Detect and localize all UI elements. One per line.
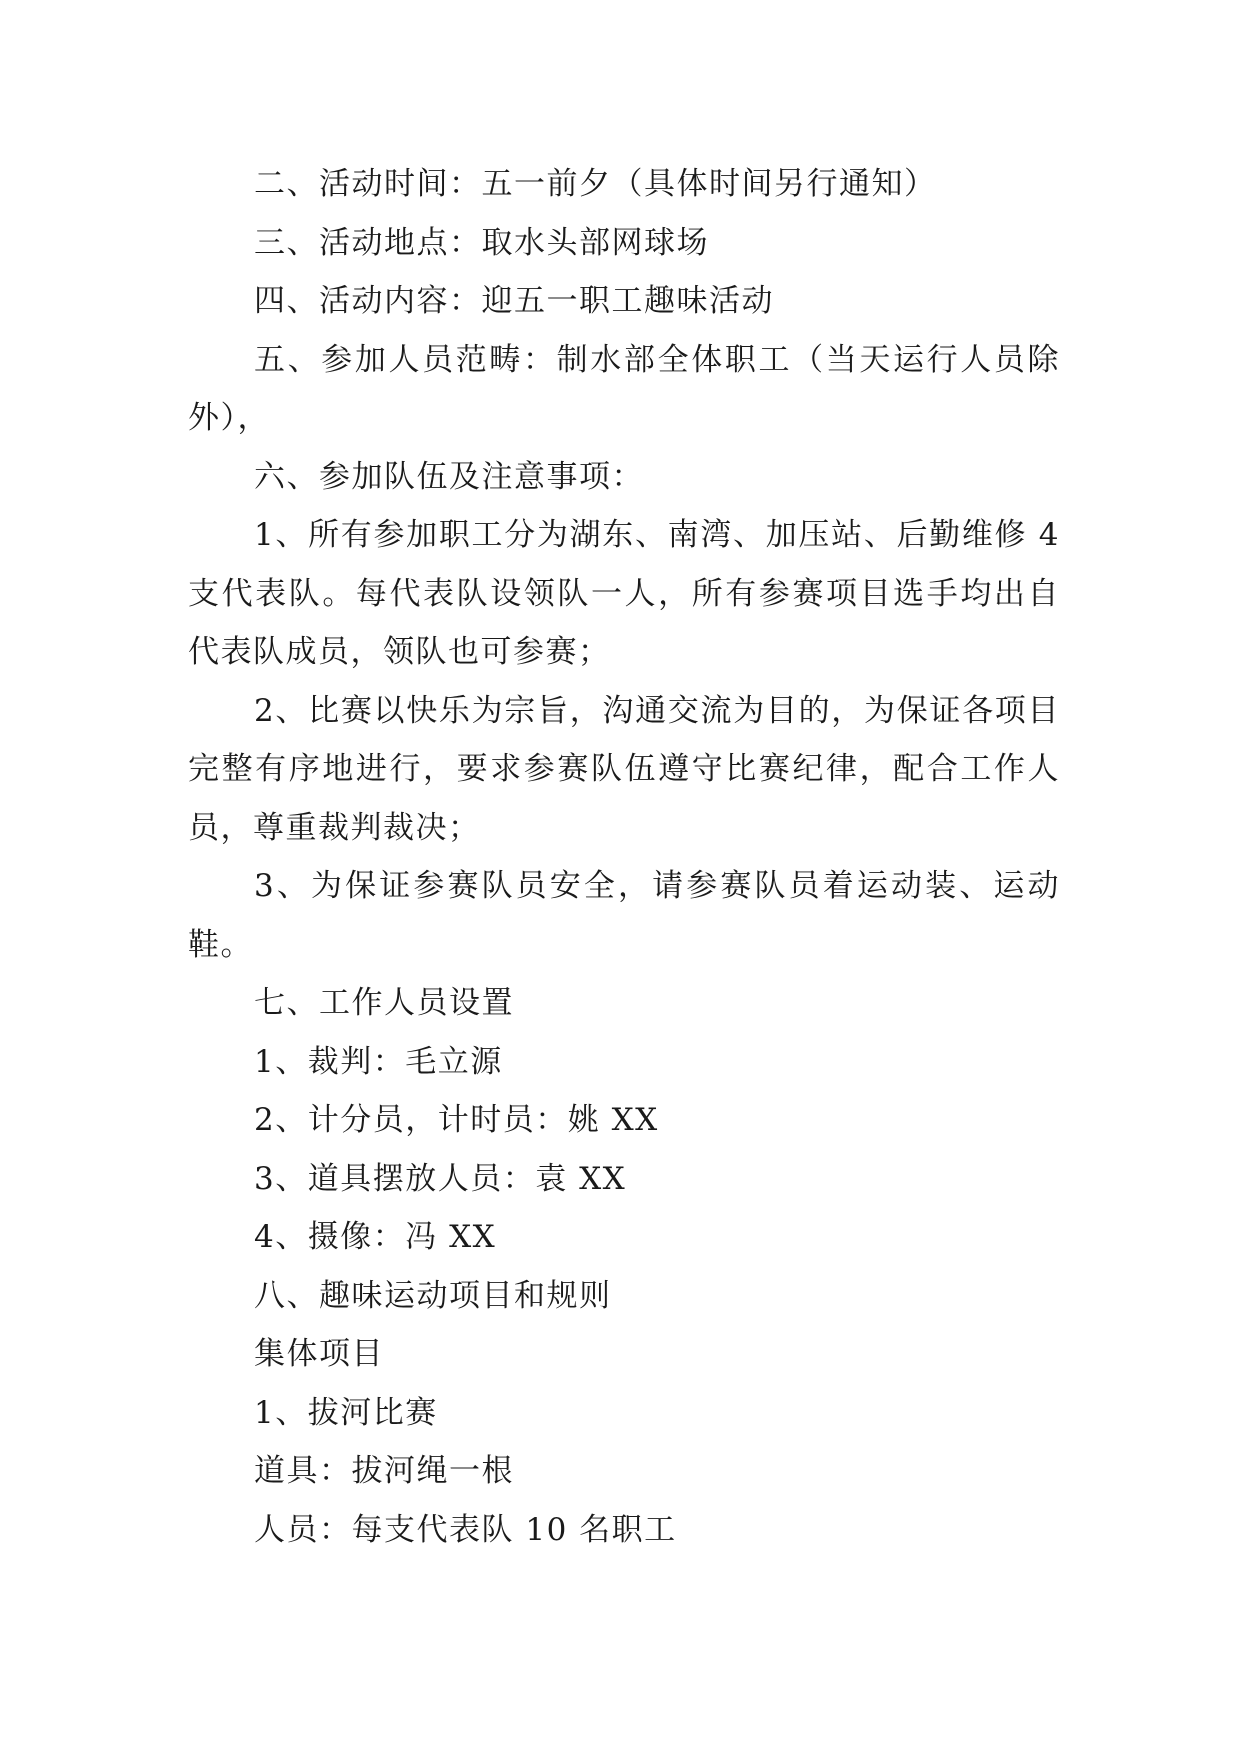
note-item-1: 1、所有参加职工分为湖东、南湾、加压站、后勤维修 4 支代表队。每代表队设领队一人，所有参赛项目选手均出自代表队成员，领队也可参赛； xyxy=(188,517,1072,670)
staff-item-camera: 4、摄像：冯 XX xyxy=(254,1219,497,1255)
section-activity-location: 三、活动地点：取水头部网球场 xyxy=(254,224,709,261)
event-personnel: 人员：每支代表队 10 名职工 xyxy=(254,1511,677,1548)
staff-item-props: 3、道具摆放人员：袁 XX xyxy=(254,1160,627,1197)
section-activity-time: 二、活动时间：五一前夕（具体时间另行通知） xyxy=(254,166,937,202)
section-participants-scope: 五、参加人员范畴：制水部全体职工（当天运行人员除外）， xyxy=(188,341,1060,436)
section-activity-content: 四、活动内容：迎五一职工趣味活动 xyxy=(254,283,774,319)
event-props: 道具：拔河绳一根 xyxy=(254,1453,514,1489)
section-teams-notes: 六、参加队伍及注意事项： xyxy=(254,458,644,495)
document-body xyxy=(188,155,1072,1559)
note-item-2: 2、比赛以快乐为宗旨，沟通交流为目的，为保证各项目完整有序地进行，要求参赛队伍遵守比赛纪律，配合工作人员，尊重裁判裁决； xyxy=(188,692,1060,846)
subsection-team-events: 集体项目 xyxy=(254,1336,384,1372)
event-tug-of-war: 1、拔河比赛 xyxy=(254,1394,438,1431)
section-staff-setup: 七、工作人员设置 xyxy=(254,985,514,1021)
staff-item-scorekeeper: 2、计分员，计时员：姚 XX xyxy=(254,1102,659,1138)
note-item-3: 3、为保证参赛队员安全，请参赛队员着运动装、运动鞋。 xyxy=(188,868,1060,963)
section-games-rules: 八、趣味运动项目和规则 xyxy=(254,1277,612,1314)
staff-item-referee: 1、裁判：毛立源 xyxy=(254,1043,503,1080)
